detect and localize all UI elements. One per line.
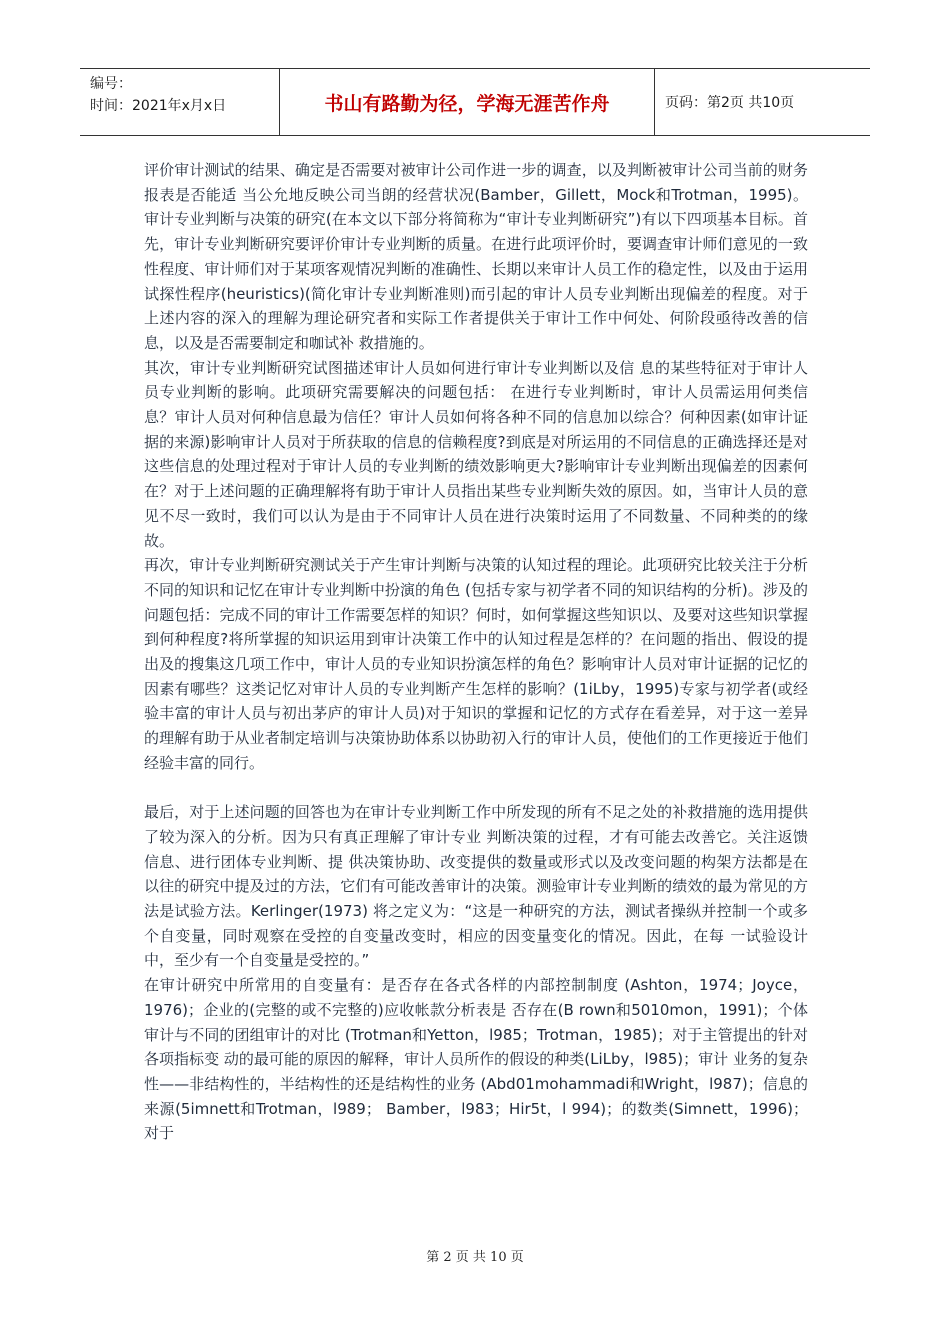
paragraph-4: 最后，对于上述问题的回答也为在审计专业判断工作中所发现的所有不足之处的补救措施的选用提供了较为深入的分析。因为只有真正理解了审计专业 判断决策的过程，才有可能去改善它。关注返馈信息、进行团体专业判断、提 供决策协助、改变提供的数量或形式以及改变问题的构架方法都是在以往的研究中提及过的方法，它们有可能改善审计的决策。测验审计专业判断的绩效的最为常见的方法是试验方法。Kerlinger(1973) 将之定义为：“这是一种研究的方法，测试者操纵并控制一个或多个自变量，同时观察在受控的自变量改变时，相应的因变量变化的情况。因此，在每 一试验设计中，至少有一个自变量是受控的。” [144,803,808,970]
header-motto: 书山有路勤为径，学海无涯苦作舟 [280,69,655,135]
document-body [144,158,808,1146]
paragraph-1: 评价审计测试的结果、确定是否需要对被审计公司作进一步的调查，以及判断被审计公司当前的财务报表是否能适 当公允地反映公司当朗的经营状况(Bamber，Gillett，Mock和Trotman，1995)。 审计专业判断与决策的研究(在本文以下部分将简称为“审计专业判断研究”)有以下四项基本目标。首先，审计专业判断研究要评价审计专业判断的质量。在进行此项评价时，要调查审计师们意见的一致性程度、审计师们对于某项客观情况判断的准确性、长期以来审计人员工作的稳定性，以及由于运用试探性程序(heuristics)(简化审计专业判断准则)而引起的审计人员专业判断出现偏差的程度。对于上述内容的深入的理解为理论研究者和实际工作者提供关于审计工作中何处、何阶段亟待改善的信息，以及是否需要制定和咖试补 救措施的。 [144,161,808,352]
document-date: 时间：2021年x月x日 [90,98,227,114]
paragraph-3: 再次，审计专业判断研究测试关于产生审计判断与决策的认知过程的理论。此项研究比较关注于分析不同的知识和记忆在审计专业判断中扮演的角色 (包括专家与初学者不同的知识结构的分析)。涉及的问题包括：完成不同的审计工作需要怎样的知识？何时，如何掌握这些知识以、及要对这些知识掌握到何种程度?将所掌握的知识运用到审计决策工作中的认知过程是怎样的？在问题的指出、假设的提出及的搜集这几项工作中，审计人员的专业知识扮演怎样的角色？影响审计人员对审计证据的记忆的因素有哪些？这类记忆对审计人员的专业判断产生怎样的影响？(1iLby，1995)专家与初学者(或经验丰富的审计人员与初出茅庐的审计人员)对于知识的掌握和记忆的方式存在看差异，对于这一差异的理解有助于从业者制定培训与决策协助体系以协助初入行的审计人员，使他们的工作更接近于他们经验丰富的同行。 [144,556,808,772]
paragraph-5: 在审计研究中所常用的自变量有：是否存在各式各样的内部控制制度 (Ashton，1974；Joyce，1976)；企业的(完整的或不完整的)应收帐款分析表是 否存在(B rown和5010mon，1991)；个体审计与不同的团组审计的对比 (Trotman和Yetton，l985；Trotman，1985)；对于主管提出的针对各项指标变 动的最可能的原因的解释，审计人员所作的假设的种类(LiLby，l985)；审计 业务的复杂性——非结构性的，半结构性的还是结构性的业务 (Abd01mohammadi和Wright，l987)；信息的来源(5imnett和Trotman，l989； Bamber，l983；Hir5t，l 994)；的数类(Simnett，1996)；对于 [144,976,808,1143]
document-number: 编号： [90,76,132,92]
header-info-cell [80,69,280,135]
page-header [80,68,870,136]
page-footer: 第 2 页 共 10 页 [426,1250,524,1265]
header-page-info: 页码：第2页 共10页 [665,95,795,111]
paragraph-2: 其次，审计专业判断研究试图描述审计人员如何进行审计专业判断以及信 息的某些特征对于审计人员专业判断的影响。此项研究需要解决的问题包括： 在进行专业判断时，审计人员需运用何类信息？审计人员对何种信息最为信任？审计人员如何将各种不同的信息加以综合？何种因素(如审计证据的来源)影响审计人员对于所获取的信息的信赖程度?到底是对所运用的不同信息的正确选择还是对这些信息的处理过程对于审计人员的专业判断的绩效影响更大?影响审计专业判断出现偏差的因素何在？对于上述问题的正确理解将有助于审计人员指出某些专业判断失效的原因。如，当审计人员的意见不尽一致时，我们可以认为是由于不同审计人员在进行决策时运用了不同数量、不同种类的的缘故。 [144,358,808,550]
